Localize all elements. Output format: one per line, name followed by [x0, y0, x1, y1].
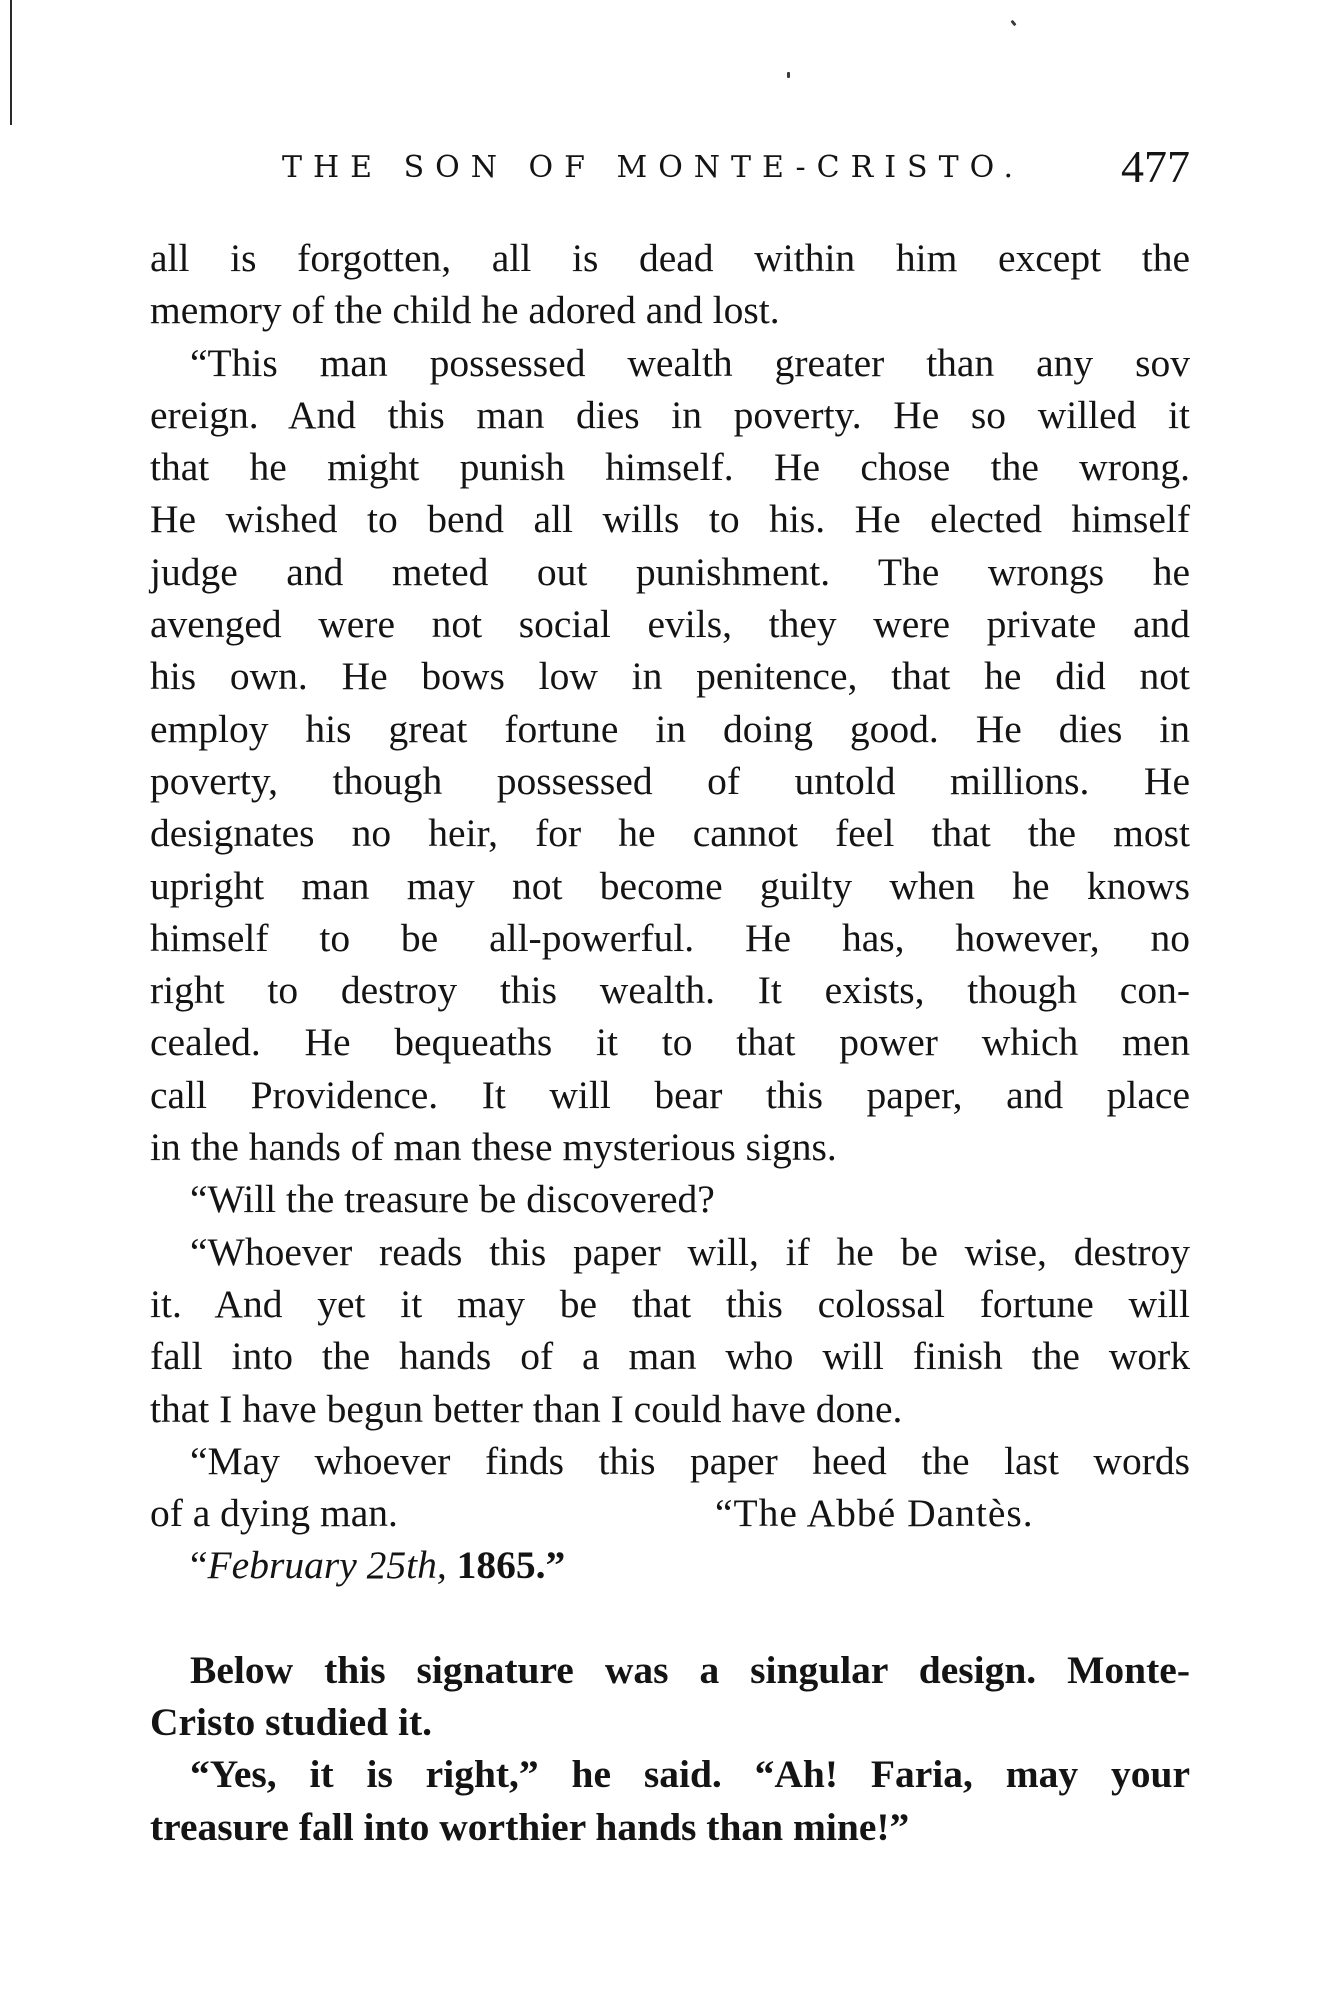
text-line: that he might punish himself. He chose the wrong. — [150, 445, 1190, 490]
text-line: it. And yet it may be that this colossal fortune will — [150, 1281, 1190, 1326]
text-line: “Whoever reads this paper will, if he be wise, destroy — [190, 1229, 1190, 1274]
text-line: employ his great fortune in doing good. He dies in — [150, 706, 1190, 751]
running-title: THE SON OF MONTE-CRISTO. — [282, 150, 1024, 185]
text-line: that I have begun better than I could have done. — [150, 1386, 903, 1431]
date-italic: February 25th, — [207, 1543, 447, 1588]
text-line: Below this signature was a singular design. Monte- — [190, 1647, 1190, 1692]
ink-speck — [787, 72, 790, 78]
text-line: memory of the child he adored and lost. — [150, 288, 780, 333]
text-span: of a dying man. — [150, 1491, 398, 1536]
text-line: himself to be all-powerful. He has, however, no — [150, 915, 1190, 960]
text-line: “May whoever finds this paper heed the last words — [190, 1438, 1190, 1483]
text-line: designates no heir, for he cannot feel that the most — [150, 811, 1190, 856]
text-line: Cristo studied it. — [150, 1700, 432, 1745]
text-line: fall into the hands of a man who will finish the work — [150, 1334, 1190, 1379]
paragraph-gap — [150, 1592, 1190, 1644]
ink-speck — [1010, 20, 1016, 27]
date-line — [150, 1539, 1190, 1591]
text-line: his own. He bows low in penitence, that he did not — [150, 654, 1190, 699]
signature: “The Abbé Dantès. — [715, 1491, 1034, 1536]
running-head — [150, 140, 1190, 200]
paragraph-7 — [150, 1748, 1190, 1853]
text-line: cealed. He bequeaths it to that power which men — [150, 1020, 1190, 1065]
page-number: 477 — [1121, 141, 1190, 192]
text-line — [150, 1487, 1190, 1539]
date-year: 1865.” — [446, 1543, 566, 1588]
closing-passage — [150, 1644, 1190, 1853]
text-line: “Will the treasure be discovered? — [190, 1177, 715, 1222]
text-line: call Providence. It will bear this paper, and place — [150, 1072, 1190, 1117]
text-line: avenged were not social evils, they were private and — [150, 602, 1190, 647]
text-line: “This man possessed wealth greater than any sov — [190, 340, 1190, 385]
text-line: all is forgotten, all is dead within him except the — [150, 236, 1190, 280]
page-edge-line — [10, 0, 12, 125]
text-line: He wished to bend all wills to his. He elected himself — [150, 497, 1190, 542]
text-line: in the hands of man these mysterious signs. — [150, 1125, 837, 1170]
text-line: upright man may not become guilty when he knows — [150, 863, 1190, 908]
text-line: treasure fall into worthier hands than mine!” — [150, 1804, 910, 1849]
paragraph-2 — [150, 337, 1190, 1174]
text-line: right to destroy this wealth. It exists, though con- — [150, 968, 1190, 1013]
date-quote: “ — [190, 1543, 208, 1588]
text-line: ereign. And this man dies in poverty. He so willed it — [150, 392, 1190, 437]
text-line: “Yes, it is right,” he said. “Ah! Faria, may your — [190, 1752, 1190, 1797]
paragraph-6 — [150, 1644, 1190, 1749]
text-line: poverty, though possessed of untold millions. He — [150, 758, 1190, 803]
paragraph-5 — [150, 1435, 1190, 1592]
text-line: judge and meted out punishment. The wrongs he — [150, 549, 1190, 594]
paragraph-1 — [150, 232, 1190, 337]
paragraph-3 — [150, 1173, 1190, 1225]
paragraph-4 — [150, 1226, 1190, 1435]
body-text — [150, 232, 1190, 1853]
